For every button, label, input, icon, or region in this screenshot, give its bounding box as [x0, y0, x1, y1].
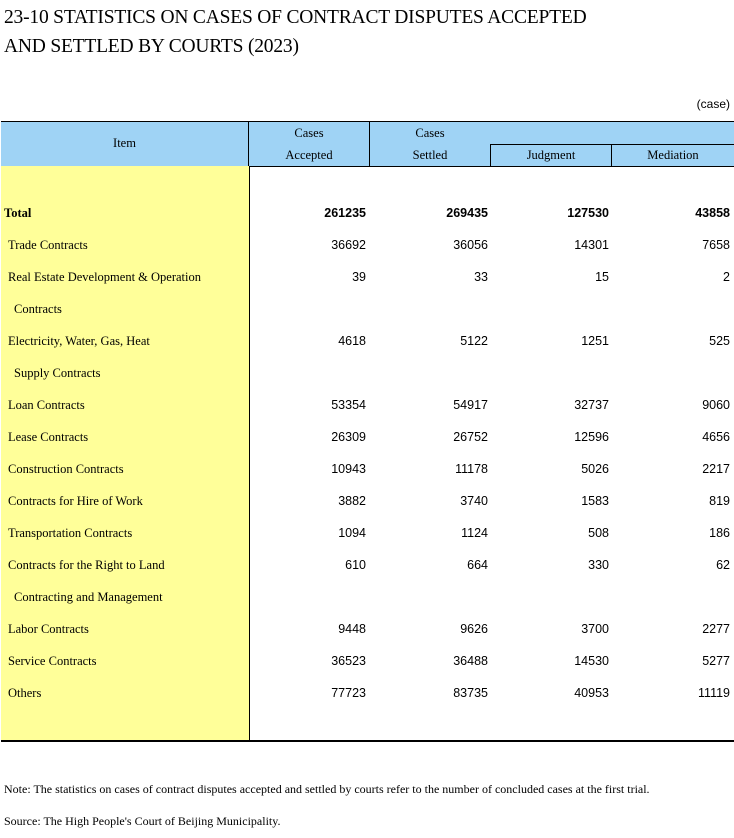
cell-mediation: 5277: [702, 654, 730, 668]
cell-judgment: 12596: [574, 430, 609, 444]
table-row: [0, 581, 734, 613]
table-header: [1, 121, 734, 167]
row-label: Labor Contracts: [8, 622, 89, 636]
cell-accepted: 3882: [338, 494, 366, 508]
cell-judgment: 40953: [574, 686, 609, 700]
cell-mediation: 62: [716, 558, 730, 572]
row-label: Contracts for the Right to Land: [8, 558, 165, 572]
table-row: [0, 645, 734, 677]
table-row: [0, 485, 734, 517]
cell-accepted: 26309: [331, 430, 366, 444]
title-line-1: 23-10 STATISTICS ON CASES OF CONTRACT DISPUTES ACCEPTED: [4, 7, 587, 28]
cell-accepted: 9448: [338, 622, 366, 636]
cell-settled: 36056: [453, 238, 488, 252]
cell-settled: 83735: [453, 686, 488, 700]
table-row-total: [0, 197, 734, 229]
table-row: [0, 517, 734, 549]
table-row: [0, 229, 734, 261]
cell-mediation: 43858: [695, 206, 730, 220]
cell-accepted: 53354: [331, 398, 366, 412]
row-label: Service Contracts: [8, 654, 97, 668]
cell-settled: 5122: [460, 334, 488, 348]
cell-accepted: 610: [345, 558, 366, 572]
row-label: Construction Contracts: [8, 462, 124, 476]
table-row: [0, 325, 734, 357]
cell-judgment: 5026: [581, 462, 609, 476]
cell-mediation: 186: [709, 526, 730, 540]
cell-settled: 1124: [461, 526, 488, 540]
row-label: Loan Contracts: [8, 398, 85, 412]
cell-judgment: 1251: [581, 334, 609, 348]
header-subrule: [491, 144, 734, 145]
cell-mediation: 2217: [702, 462, 730, 476]
table-row: [0, 549, 734, 581]
cell-judgment: 14301: [574, 238, 609, 252]
cell-accepted: 77723: [331, 686, 366, 700]
header-settled-line2: Settled: [412, 148, 448, 162]
row-label: Contracts for Hire of Work: [8, 494, 143, 508]
cell-mediation: 819: [709, 494, 730, 508]
title-line-2: AND SETTLED BY COURTS (2023): [4, 36, 299, 57]
row-label: Others: [8, 686, 42, 700]
cell-accepted: 1094: [338, 526, 366, 540]
cell-mediation: 525: [709, 334, 730, 348]
cell-accepted: 39: [352, 270, 366, 284]
row-label: Supply Contracts: [14, 366, 101, 380]
cell-settled: 36488: [453, 654, 488, 668]
cell-judgment: 508: [588, 526, 609, 540]
cell-mediation: 4656: [702, 430, 730, 444]
cell-mediation: 2277: [702, 622, 730, 636]
header-item: Item: [113, 136, 136, 150]
table-row: [0, 421, 734, 453]
cell-accepted: 36523: [331, 654, 366, 668]
page-title: [4, 3, 586, 61]
cell-judgment: 32737: [574, 398, 609, 412]
cell-mediation: 7658: [702, 238, 730, 252]
cell-accepted: 36692: [331, 238, 366, 252]
note-text: Note: The statistics on cases of contract disputes accepted and settled by courts refer to the number of concluded cases at the first trial.: [4, 782, 650, 796]
table-row: [0, 677, 734, 709]
source-text: Source: The High People's Court of Beijing Municipality.: [4, 814, 281, 828]
row-label: Contracting and Management: [14, 590, 163, 604]
row-label: Transportation Contracts: [8, 526, 133, 540]
row-label: Total: [4, 206, 32, 220]
cell-judgment: 330: [588, 558, 609, 572]
cell-settled: 33: [474, 270, 488, 284]
cell-accepted: 10943: [331, 462, 366, 476]
cell-settled: 26752: [453, 430, 488, 444]
cell-judgment: 127530: [567, 206, 609, 220]
unit-label: (case): [696, 97, 730, 111]
header-settled-line1: Cases: [415, 126, 445, 140]
table-row: [0, 357, 734, 389]
cell-judgment: 1583: [581, 494, 609, 508]
table-row: [0, 453, 734, 485]
table-bottom-rule: [1, 740, 734, 742]
cell-judgment: 15: [595, 270, 609, 284]
cell-settled: 269435: [446, 206, 488, 220]
cell-mediation: 2: [723, 270, 730, 284]
cell-mediation: 9060: [702, 398, 730, 412]
cell-judgment: 14530: [574, 654, 609, 668]
cell-mediation: 11119: [698, 686, 730, 700]
row-label: Trade Contracts: [8, 238, 88, 252]
cell-settled: 3740: [460, 494, 488, 508]
row-label: Real Estate Development & Operation: [8, 270, 201, 284]
cell-settled: 664: [467, 558, 488, 572]
table-row: [0, 293, 734, 325]
cell-accepted: 261235: [324, 206, 366, 220]
header-mediation: Mediation: [647, 148, 699, 162]
cell-accepted: 4618: [338, 334, 366, 348]
header-accepted-line1: Cases: [294, 126, 324, 140]
row-label: Contracts: [14, 302, 62, 316]
table-row: [0, 613, 734, 645]
cell-settled: 54917: [453, 398, 488, 412]
row-label: Electricity, Water, Gas, Heat: [8, 334, 150, 348]
table-row: [0, 261, 734, 293]
header-accepted-line2: Accepted: [285, 148, 333, 162]
table-row: [0, 389, 734, 421]
cell-settled: 9626: [460, 622, 488, 636]
header-judgment: Judgment: [526, 148, 576, 162]
cell-judgment: 3700: [581, 622, 609, 636]
row-label: Lease Contracts: [8, 430, 89, 444]
cell-settled: 11178: [455, 462, 488, 476]
